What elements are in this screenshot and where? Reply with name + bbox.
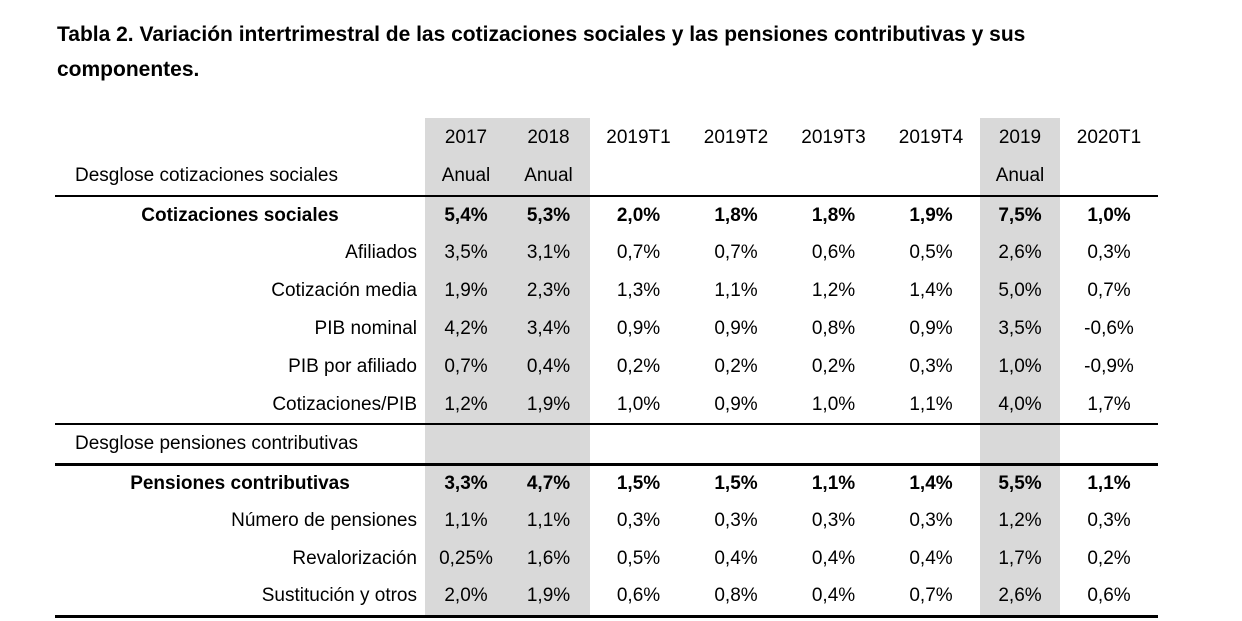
cell-value: 0,9%: [714, 393, 758, 415]
cell-value: 2,6%: [980, 234, 1060, 272]
cell-value: 1,9%: [507, 386, 590, 424]
cell-value: 0,7%: [1087, 280, 1131, 301]
table-body: [55, 196, 1158, 616]
cell-value: 1,6%: [507, 540, 590, 578]
cell-value: 0,2%: [616, 356, 661, 377]
cell-value: 2,3%: [507, 272, 590, 310]
cell-value: 0,6%: [811, 242, 856, 263]
cell-value: 0,2%: [714, 356, 758, 377]
cell-value: 1,1%: [714, 280, 758, 301]
row-label: Revalorización: [292, 548, 417, 569]
table-row: [55, 272, 1158, 310]
cell-value: 1,2%: [425, 386, 507, 424]
cell-value: 1,3%: [616, 280, 661, 301]
cell-value: 0,4%: [909, 548, 953, 569]
header-spacer: [55, 118, 425, 157]
cell-value: 1,0%: [616, 393, 661, 415]
row-label: Cotización media: [271, 280, 417, 301]
cell-value: 5,4%: [425, 196, 507, 234]
column-header-2019: 2019: [980, 118, 1060, 157]
cell-value: 0,7%: [425, 348, 507, 386]
column-header-2019t2: 2019T2: [703, 126, 769, 148]
row-label: Cotizaciones/PIB: [272, 393, 417, 415]
cell-value: 3,1%: [507, 234, 590, 272]
subheader-empty: [1060, 157, 1158, 196]
cell-value: 0,9%: [616, 318, 661, 339]
column-header-2019t3: 2019T3: [801, 126, 866, 148]
cell-value: 1,2%: [811, 280, 856, 301]
subheader-empty: [882, 157, 980, 196]
column-header-2018: 2018: [507, 118, 590, 157]
subheader-anual-2017: Anual: [425, 157, 507, 196]
cell-value: -0,9%: [1084, 356, 1134, 377]
table-row: [55, 234, 1158, 272]
cell-value: 3,5%: [425, 234, 507, 272]
cell-value: 1,1%: [425, 502, 507, 540]
cell-value: 0,8%: [714, 585, 758, 607]
cell-value: 0,3%: [616, 510, 661, 531]
cell-value: 0,5%: [909, 242, 953, 263]
cell-value: 1,0%: [811, 393, 856, 415]
column-header-2019t4: 2019T4: [898, 126, 964, 148]
cell-value: 0,5%: [616, 548, 661, 569]
cell-value: 0,6%: [616, 585, 661, 607]
cell-value: 1,9%: [425, 272, 507, 310]
cell-value: -0,6%: [1084, 318, 1134, 339]
cell-value: 4,7%: [507, 464, 590, 502]
cell-value: 3,3%: [425, 464, 507, 502]
cell-value: 0,9%: [909, 318, 953, 339]
table-row: [55, 464, 1158, 502]
cell-value: 1,0%: [1087, 204, 1131, 226]
cell-value: 5,0%: [980, 272, 1060, 310]
cell-value: 0,2%: [811, 356, 856, 377]
cell-value: 0,3%: [909, 356, 953, 377]
cell-value: 1,8%: [811, 204, 856, 226]
cell-value: 0,3%: [811, 510, 856, 531]
column-header-2017: 2017: [425, 118, 507, 157]
section-row: [55, 424, 1158, 464]
cell-value: 2,6%: [980, 578, 1060, 616]
table-row: [55, 196, 1158, 234]
table-row: [55, 578, 1158, 616]
cell-value: 0,4%: [714, 548, 758, 569]
cell-value: 1,1%: [1087, 472, 1131, 494]
subheader-empty: [785, 157, 882, 196]
cell-value: [785, 424, 882, 464]
row-label: Afiliados: [345, 242, 417, 263]
row-label: Número de pensiones: [231, 510, 417, 531]
cell-value: 0,9%: [714, 318, 758, 339]
header-sub-row: [55, 157, 1158, 196]
cell-value: 1,1%: [507, 502, 590, 540]
cell-value: 1,1%: [811, 472, 856, 494]
table-row: [55, 540, 1158, 578]
cell-value: [882, 424, 980, 464]
row-label: Pensiones contributivas: [130, 472, 350, 494]
cell-value: [980, 424, 1060, 464]
cell-value: 5,3%: [507, 196, 590, 234]
data-table: [55, 118, 1158, 618]
cell-value: [425, 424, 507, 464]
cell-value: 0,7%: [909, 585, 953, 607]
table-header: [55, 118, 1158, 196]
cell-value: [590, 424, 687, 464]
cell-value: 0,4%: [811, 548, 856, 569]
cell-value: 0,8%: [811, 318, 856, 339]
cell-value: 5,5%: [980, 464, 1060, 502]
cell-value: 0,4%: [507, 348, 590, 386]
table-row: [55, 502, 1158, 540]
column-header-2020t1: 2020T1: [1076, 126, 1142, 148]
cell-value: [687, 424, 785, 464]
cell-value: 0,3%: [714, 510, 758, 531]
cell-value: 1,5%: [616, 472, 661, 494]
subheader-anual-2019: Anual: [980, 157, 1060, 196]
cell-value: 0,4%: [811, 585, 856, 607]
table-row: [55, 310, 1158, 348]
cell-value: 1,8%: [714, 204, 758, 226]
cell-value: 0,7%: [714, 242, 758, 263]
cell-value: 0,2%: [1087, 548, 1131, 569]
table-title: Tabla 2. Variación intertrimestral de las cotizaciones sociales y las pensiones contributivas y sus componentes.: [57, 23, 1026, 81]
cell-value: 2,0%: [616, 204, 661, 226]
subheader-anual-2018: Anual: [507, 157, 590, 196]
row-label: Sustitución y otros: [261, 585, 417, 607]
cell-value: 0,3%: [1087, 510, 1131, 531]
cell-value: 3,4%: [507, 310, 590, 348]
cell-value: 1,7%: [1087, 393, 1131, 415]
cell-value: 1,2%: [980, 502, 1060, 540]
cell-value: 0,25%: [425, 540, 507, 578]
row-label: PIB por afiliado: [288, 356, 417, 377]
cell-value: 1,4%: [909, 472, 953, 494]
cell-value: 1,1%: [909, 393, 953, 415]
column-header-2019t1: 2019T1: [606, 126, 671, 148]
cell-value: 0,6%: [1087, 585, 1131, 607]
cell-value: 1,9%: [507, 578, 590, 616]
row-label: Cotizaciones sociales: [141, 204, 339, 226]
cell-value: 0,3%: [1087, 242, 1131, 263]
cell-value: 1,0%: [980, 348, 1060, 386]
cell-value: 1,9%: [909, 204, 953, 226]
section-label: Desglose pensiones contributivas: [75, 432, 359, 454]
cell-value: 4,2%: [425, 310, 507, 348]
cell-value: 7,5%: [980, 196, 1060, 234]
table-row: [55, 386, 1158, 424]
cell-value: 1,4%: [909, 280, 953, 301]
cell-value: 4,0%: [980, 386, 1060, 424]
cell-value: 2,0%: [425, 578, 507, 616]
header-left-label: Desglose cotizaciones sociales: [75, 165, 338, 186]
cell-value: 1,5%: [714, 472, 758, 494]
cell-value: 3,5%: [980, 310, 1060, 348]
cell-value: [1060, 424, 1158, 464]
cell-value: 1,7%: [980, 540, 1060, 578]
cell-value: 0,7%: [616, 242, 661, 263]
cell-value: [507, 424, 590, 464]
cell-value: 0,3%: [909, 510, 953, 531]
row-label: PIB nominal: [314, 318, 417, 339]
table-row: [55, 348, 1158, 386]
subheader-empty: [687, 157, 785, 196]
subheader-empty: [590, 157, 687, 196]
header-years-row: [55, 118, 1158, 157]
